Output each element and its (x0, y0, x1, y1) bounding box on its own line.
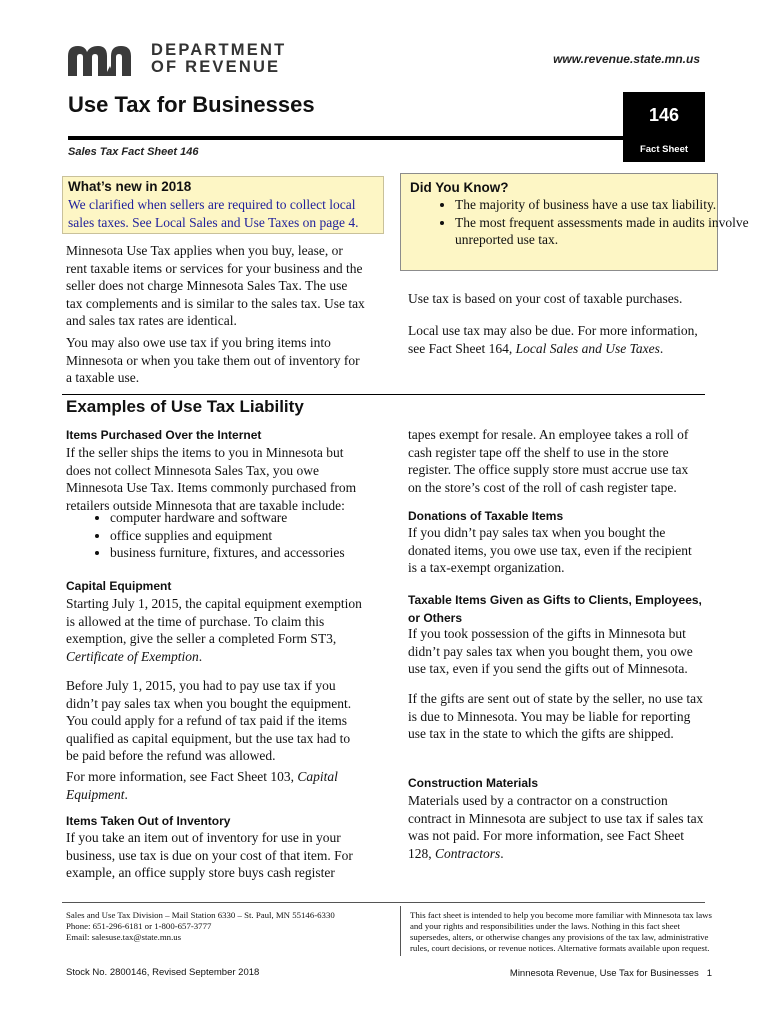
list-item: • computer hardware and software (110, 509, 410, 527)
construction-body: Materials used by a contractor on a construction contract in Minnesota are subject to use tax if sales tax was not paid. For more information, see Fact Sheet 128, Contractors. (408, 793, 704, 861)
contact-email[interactable]: Email: salesuse.tax@state.mn.us (66, 932, 182, 942)
donations-heading: Donations of Taxable Items (408, 509, 564, 523)
inventory-heading: Items Taken Out of Inventory (66, 814, 231, 828)
mn-logo-icon (68, 46, 140, 76)
fact-sheet-164-title: Local Sales and Use Taxes (515, 340, 660, 356)
donations-body: If you didn’t pay sales tax when you bought the donated items, you owe use tax, even if the recipient is a tax-exempt organization. (408, 525, 692, 575)
form-st3-title: Certificate of Exemption (66, 648, 199, 664)
whats-new-body: We clarified when sellers are required to collect local sales taxes. See Local Sales and Use Taxes on page 4. (68, 197, 359, 230)
page-footer-label: Minnesota Revenue, Use Tax for Businesses 1 (509, 968, 712, 979)
footer-divider (62, 902, 705, 903)
capital-paragraph-3: For more information, see Fact Sheet 103, Capital Equipment. (66, 769, 338, 802)
list-item: • The majority of business have a use tax liability. (455, 196, 753, 214)
footer-contact (66, 910, 386, 943)
list-item: • office supplies and equipment (110, 527, 410, 545)
whats-new-box (62, 176, 384, 234)
page-number: 1 (706, 968, 712, 979)
internet-heading: Items Purchased Over the Internet (66, 428, 262, 442)
contact-address: Sales and Use Tax Division – Mail Station 6330 – St. Paul, MN 55146-6330 (66, 910, 335, 920)
fact-sheet-number: 146 (623, 92, 705, 138)
stock-number: Stock No. 2800146, Revised September 2018 (66, 967, 260, 978)
list-item: • business furniture, fixtures, and accessories (110, 544, 410, 562)
fact-sheet-label: Fact Sheet (623, 140, 705, 162)
capital-paragraph-1: Starting July 1, 2015, the capital equipment exemption is allowed at the time of purchase. To claim this exemption, give the seller a completed Form ST3, Certificate of Exemption. (66, 596, 362, 664)
department-of-revenue-logo (68, 42, 298, 82)
fact-sheet-128-title: Contractors (435, 845, 501, 861)
internet-items-list (66, 509, 410, 562)
intro-paragraph-2: You may also owe use tax if you bring items into Minnesota or when you take them out of inventory for a taxable use. (66, 335, 360, 385)
inventory-body: If you take an item out of inventory for use in your business, use tax is due on your cost of that item. For example, an office supply store buys cash register (66, 830, 353, 880)
intro-paragraph-4: Local use tax may also be due. For more information, see Fact Sheet 164, Local Sales and Use Taxes. (408, 323, 698, 356)
logo-line-1: DEPARTMENT (151, 41, 287, 59)
list-item: • The most frequent assessments made in audits involve unreported use tax. (455, 214, 753, 249)
intro-paragraph-1: Minnesota Use Tax applies when you buy, lease, or rent taxable items or services for your business and the seller does not charge Minnesota Sales Tax. The use tax complements and is similar to the sales tax. Use tax and sales tax rates are identical. (66, 243, 365, 328)
inventory-body-continued: tapes exempt for resale. An employee takes a roll of cash register tape off the shelf to use in the store register. The office supply store must accrue use tax on the store’s cost of the roll of cash register tape. (408, 427, 689, 495)
construction-heading: Construction Materials (408, 776, 539, 790)
title-rule (68, 136, 705, 140)
whats-new-heading: What’s new in 2018 (68, 179, 192, 194)
website-url[interactable]: www.revenue.state.mn.us (553, 52, 700, 66)
internet-body: If the seller ships the items to you in Minnesota but does not collect Minnesota Sales Tax, you owe Minnesota Use Tax. Items commonly purchased from retailers outside Minnesota that are taxable include: (66, 445, 357, 513)
page-subtitle: Sales Tax Fact Sheet 146 (68, 146, 199, 158)
logo-line-2: OF REVENUE (151, 58, 281, 76)
page-title: Use Tax for Businesses (68, 92, 315, 117)
gifts-heading: Taxable Items Given as Gifts to Clients, Employees, or Others (408, 593, 702, 625)
footer-column-divider (400, 906, 401, 956)
gifts-paragraph-1: If you took possession of the gifts in Minnesota but didn’t pay sales tax when you bought them, you owe use tax, even if you send the gifts out of Minnesota. (408, 626, 693, 676)
intro-paragraph-3: Use tax is based on your cost of taxable purchases. (408, 291, 683, 306)
did-you-know-list (409, 196, 753, 249)
footer-disclaimer: This fact sheet is intended to help you become more familiar with Minnesota tax laws and your rights and responsibilities under the laws. Nothing in this fact sheet supersedes, alters, or otherwise changes any provisions of the tax law, administrative rules, court decisions, or revenue notices. Alternative formats available upon request. (410, 910, 712, 953)
contact-phone: Phone: 651-296-6181 or 1-800-657-3777 (66, 921, 212, 931)
did-you-know-box (400, 173, 749, 271)
section-divider (62, 394, 705, 395)
fact-sheet-103-title: Capital Equipment (66, 769, 338, 802)
did-you-know-heading: Did You Know? (410, 180, 509, 195)
capital-equipment-heading: Capital Equipment (66, 579, 172, 593)
gifts-paragraph-2: If the gifts are sent out of state by the seller, no use tax is due to Minnesota. You may be liable for reporting use tax in the state to which the gifts are shipped. (408, 691, 703, 741)
examples-heading: Examples of Use Tax Liability (66, 397, 304, 416)
capital-paragraph-2: Before July 1, 2015, you had to pay use tax if you didn’t pay sales tax when you bought the equipment. You could apply for a refund of tax paid if the items qualified as capital equipment, but the use tax had to be paid before the refund was allowed. (66, 678, 352, 763)
